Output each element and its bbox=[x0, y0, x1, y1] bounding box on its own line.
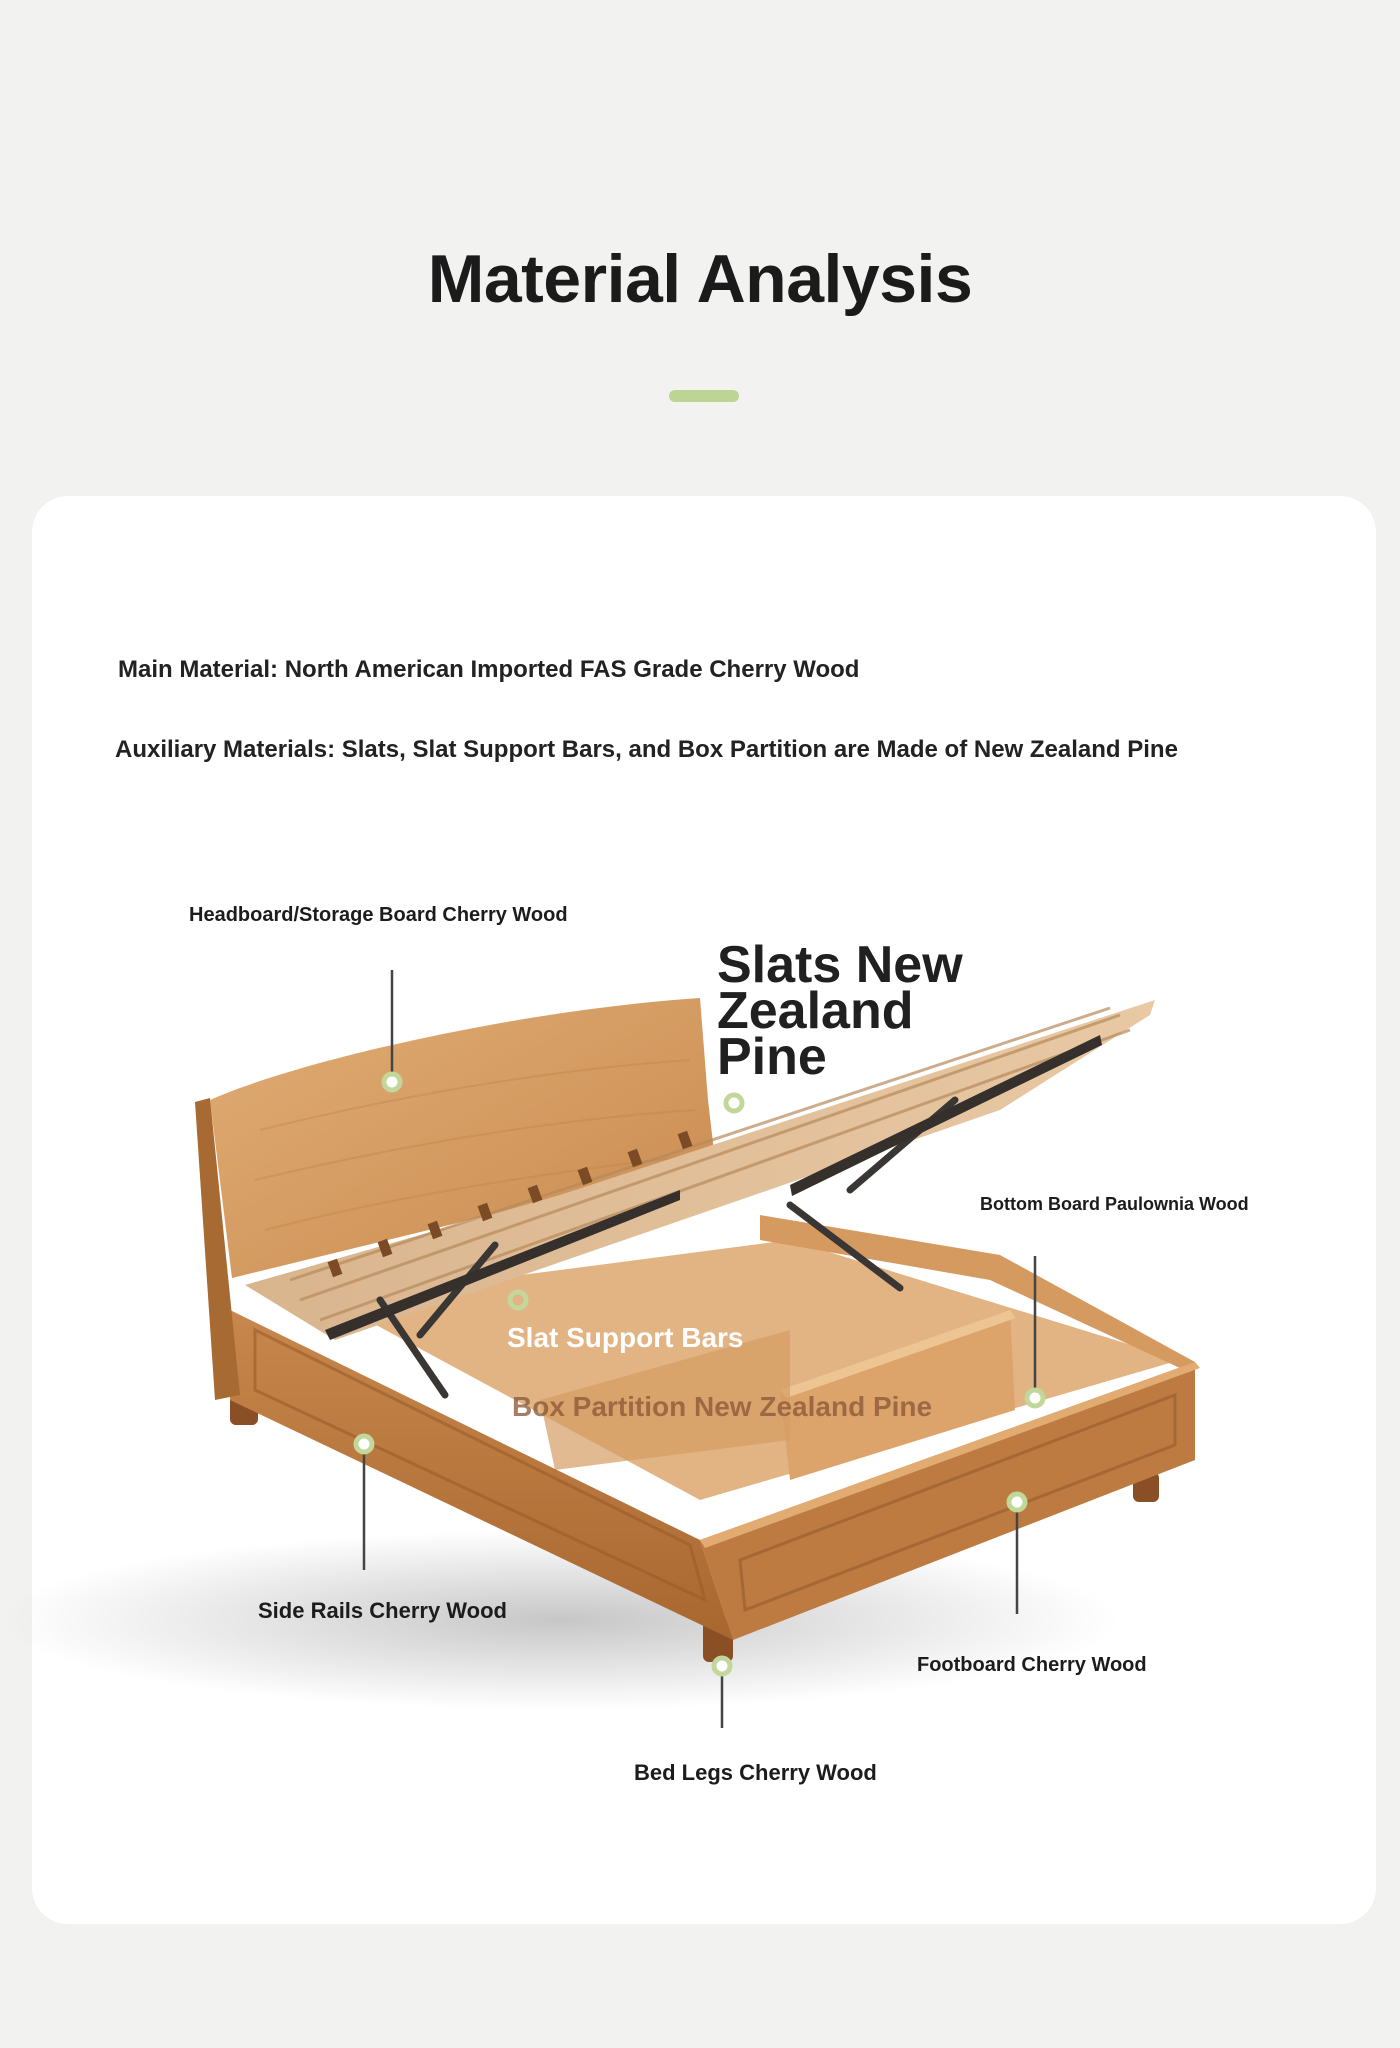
main-material-text: Main Material: North American Imported FAS Grade Cherry Wood bbox=[118, 656, 860, 683]
callout-box-partition: Box Partition New Zealand Pine bbox=[512, 1391, 933, 1422]
callout-slat-support: Slat Support Bars bbox=[507, 1322, 744, 1353]
callout-bottom-board: Bottom Board Paulownia Wood bbox=[980, 1194, 1249, 1214]
dot-bottom-board bbox=[1027, 1390, 1043, 1406]
callout-headboard: Headboard/Storage Board Cherry Wood bbox=[189, 904, 568, 926]
callout-side-rails: Side Rails Cherry Wood bbox=[258, 1598, 507, 1623]
callout-slats: Slats New Zealand Pine bbox=[717, 936, 963, 1086]
auxiliary-materials-text: Auxiliary Materials: Slats, Slat Support Bars, and Box Partition are Made of New Zealand Pine bbox=[115, 736, 1178, 763]
dot-bed-legs bbox=[714, 1658, 730, 1674]
callout-footboard: Footboard Cherry Wood bbox=[917, 1654, 1147, 1676]
dot-side-rails bbox=[356, 1436, 372, 1452]
callout-bed-legs: Bed Legs Cherry Wood bbox=[634, 1760, 877, 1785]
dot-headboard bbox=[384, 1074, 400, 1090]
dot-slats bbox=[726, 1095, 742, 1111]
dot-footboard bbox=[1009, 1494, 1025, 1510]
page-title: Material Analysis bbox=[427, 241, 973, 317]
